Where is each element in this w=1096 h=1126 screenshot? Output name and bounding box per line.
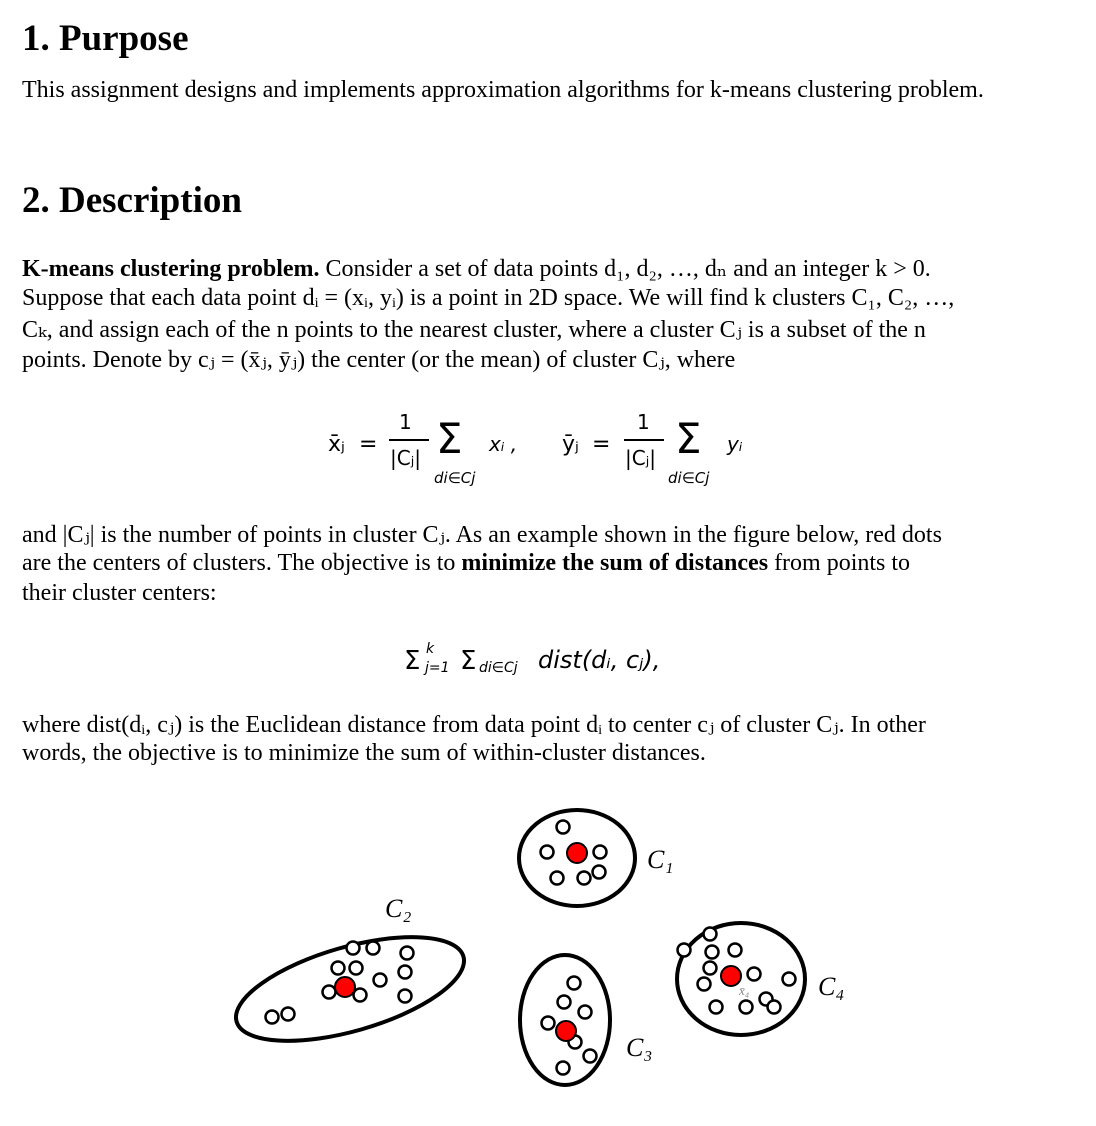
sigma-symbol-2: Σ [675,414,702,463]
data-point [678,944,691,957]
ybar-symbol: ȳⱼ [562,432,579,457]
objective-sigma-1: Σ [404,646,421,676]
data-point [710,1001,723,1014]
xbar-symbol: x̄ⱼ [328,432,345,457]
data-point [578,872,591,885]
equals-sign-2: = [592,432,611,457]
data-point [541,846,554,859]
para2-line1: and |Cⱼ| is the number of points in cluster Cⱼ. As an example shown in the figure below, red dots [22,522,942,548]
para3-line1: where dist(dᵢ, cⱼ) is the Euclidean distance from data point dᵢ to center cⱼ of cluster Cⱼ. In other [22,712,926,738]
data-point [282,1008,295,1021]
sum-subscript: di∈Cj [434,469,476,487]
data-point [557,821,570,834]
heading-description: 2. Description [22,180,242,221]
data-point [401,947,414,960]
para1-line1-text: Consider a set of data points d₁, d₂, …, dₙ and an integer k > 0. [319,256,931,282]
objective-sigma-2: Σ [460,646,477,676]
data-point [399,966,412,979]
fraction-denominator: |Cⱼ| [390,446,421,470]
para1-lead: K-means clustering problem. [22,256,320,282]
para1-line2: Suppose that each data point dᵢ = (xᵢ, yᵢ) is a point in 2D space. We will find k clusters C₁, C₂, …, [22,285,955,311]
objective-body: dist(dᵢ, cⱼ), [538,646,661,674]
para1-line1 [22,254,931,283]
label-c4: C₄ [818,972,845,1001]
data-point [584,1050,597,1063]
data-point [558,996,571,1009]
data-point [347,942,360,955]
data-point [729,944,742,957]
data-point [748,968,761,981]
cluster-center-c4 [721,966,741,986]
data-point [768,1001,781,1014]
data-point [399,990,412,1003]
label-c3: C₃ [626,1033,653,1062]
objective-sub-1: j=1 [425,660,450,676]
objective-sup: k [426,641,435,657]
data-point [332,962,345,975]
para2-emphasis: minimize the sum of distances [461,550,769,576]
data-point [593,866,606,879]
data-point [594,846,607,859]
sigma-symbol: Σ [436,414,463,463]
data-point [704,962,717,975]
cluster-center-c1 [567,843,587,863]
fraction-numerator-2: 1 [637,410,650,434]
data-point [542,1017,555,1030]
data-point [374,974,387,987]
data-point [354,989,367,1002]
para2-line2a: are the centers of clusters. The objective is to [22,550,462,576]
objective-sub-2: di∈Cj [479,660,518,676]
data-point [551,872,564,885]
label-c1: C₁ [647,845,674,874]
sum-subscript-2: di∈Cj [668,469,710,487]
data-point [557,1062,570,1075]
data-point [740,1001,753,1014]
yi-term: yᵢ [727,432,743,456]
fraction-bar-2 [624,439,664,441]
heading-purpose: 1. Purpose [22,18,189,59]
xi-term: xᵢ , [489,432,518,456]
data-point [706,946,719,959]
data-point [568,977,581,990]
para2-line2 [22,550,910,577]
data-point [367,942,380,955]
data-point [266,1011,279,1024]
para1-line4: points. Denote by cⱼ = (x̄ⱼ, ȳⱼ) the center (or the mean) of cluster Cⱼ, where [22,347,736,373]
cluster-center-c2 [335,977,355,997]
cluster-center-c3 [556,1021,576,1041]
fraction-numerator: 1 [399,410,412,434]
data-point [323,986,336,999]
label-x4: x̄₄ [739,983,750,998]
para2-line2c: from points to [768,550,911,576]
data-point [350,962,363,975]
label-c2: C₂ [385,894,412,923]
data-point [579,1006,592,1019]
cluster-figure [0,790,1096,1126]
data-point [698,978,711,991]
purpose-text: This assignment designs and implements approximation algorithms for k-means clustering problem. [22,77,984,103]
para1-line3: Cₖ, and assign each of the n points to the nearest cluster, where a cluster Cⱼ is a subset of the n [22,317,926,343]
para3-line2: words, the objective is to minimize the sum of within-cluster distances. [22,740,706,766]
equals-sign: = [359,432,378,457]
data-point [783,973,796,986]
para2-line3: their cluster centers: [22,580,217,606]
fraction-bar [389,439,429,441]
data-point [704,928,717,941]
fraction-denominator-2: |Cⱼ| [625,446,656,470]
